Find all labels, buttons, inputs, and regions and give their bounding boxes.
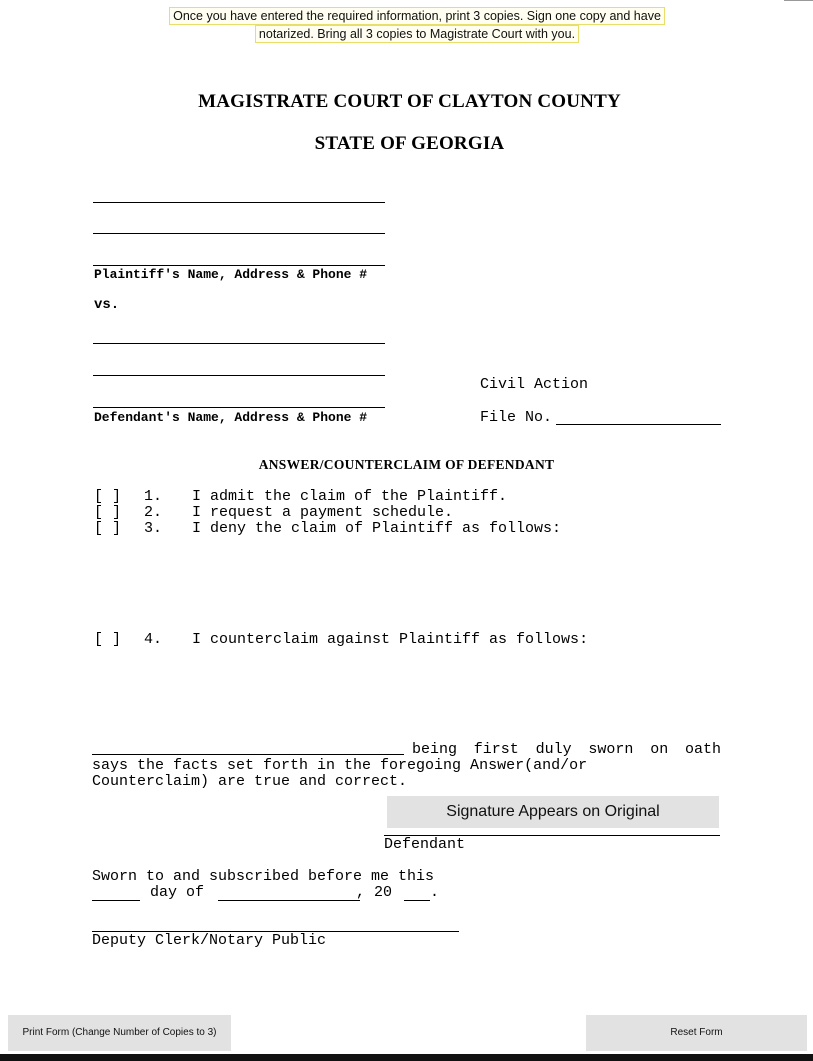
sworn-day-field[interactable] [92,900,140,901]
plaintiff-line-3[interactable] [93,265,385,266]
option-number: 3. [144,520,163,537]
option-number: 2. [144,504,163,521]
form-title: ANSWER/COUNTERCLAIM OF DEFENDANT [258,457,555,472]
affiant-name-field[interactable] [92,754,404,755]
instructions [118,7,716,43]
sworn-year-prefix: , 20 [356,884,393,901]
option-text: I admit the claim of the Plaintiff. [192,488,508,505]
option-text: I counterclaim against Plaintiff as follows: [192,631,589,648]
option-number: 4. [144,631,163,648]
sworn-period: . [430,884,440,901]
plaintiff-label: Plaintiff's Name, Address & Phone # [94,267,368,282]
state-title: STATE OF GEORGIA [314,133,505,154]
plaintiff-line-1[interactable] [93,202,385,203]
sworn-line-1: Sworn to and subscribed before me this [92,868,435,885]
notary-label: Deputy Clerk/Notary Public [92,932,327,949]
civil-action-label: Civil Action [480,376,589,393]
defendant-line-1[interactable] [93,343,385,344]
instructions-line-2: notarized. Bring all 3 copies to Magistrate Court with you. [255,25,579,43]
sworn-year-field[interactable] [404,900,430,901]
option-text: I deny the claim of Plaintiff as follows: [192,520,562,537]
option-text: I request a payment schedule. [192,504,454,521]
checkbox-4[interactable]: [ ] [94,631,122,648]
page-bottom-bar [0,1054,813,1061]
defendant-label: Defendant's Name, Address & Phone # [94,410,368,425]
defendant-signature-label: Defendant [384,836,466,853]
sworn-month-field[interactable] [218,900,360,901]
oath-line-3: Counterclaim) are true and correct. [92,773,408,790]
court-title: MAGISTRATE COURT OF CLAYTON COUNTY [198,91,621,112]
checkbox-2[interactable]: [ ] [94,504,122,521]
instructions-line-1: Once you have entered the required information, print 3 copies. Sign one copy and have [169,7,665,25]
defendant-line-2[interactable] [93,375,385,376]
file-no-field[interactable] [556,424,721,425]
plaintiff-line-2[interactable] [93,233,385,234]
option-number: 1. [144,488,163,505]
signature-placeholder: Signature Appears on Original [387,796,719,828]
corner-rule [784,0,813,1]
checkbox-3[interactable]: [ ] [94,520,122,537]
oath-line-2: says the facts set forth in the foregoing Answer(and/or [92,757,588,774]
reset-form-button[interactable]: Reset Form [586,1015,807,1051]
checkbox-1[interactable]: [ ] [94,488,122,505]
sworn-day-of: day of [150,884,205,901]
file-no-label: File No. [480,409,553,426]
versus-label: vs. [94,297,120,313]
print-form-button[interactable]: Print Form (Change Number of Copies to 3) [8,1015,231,1051]
defendant-line-3[interactable] [93,407,385,408]
oath-line-1: being first duly sworn on oath [412,741,721,758]
